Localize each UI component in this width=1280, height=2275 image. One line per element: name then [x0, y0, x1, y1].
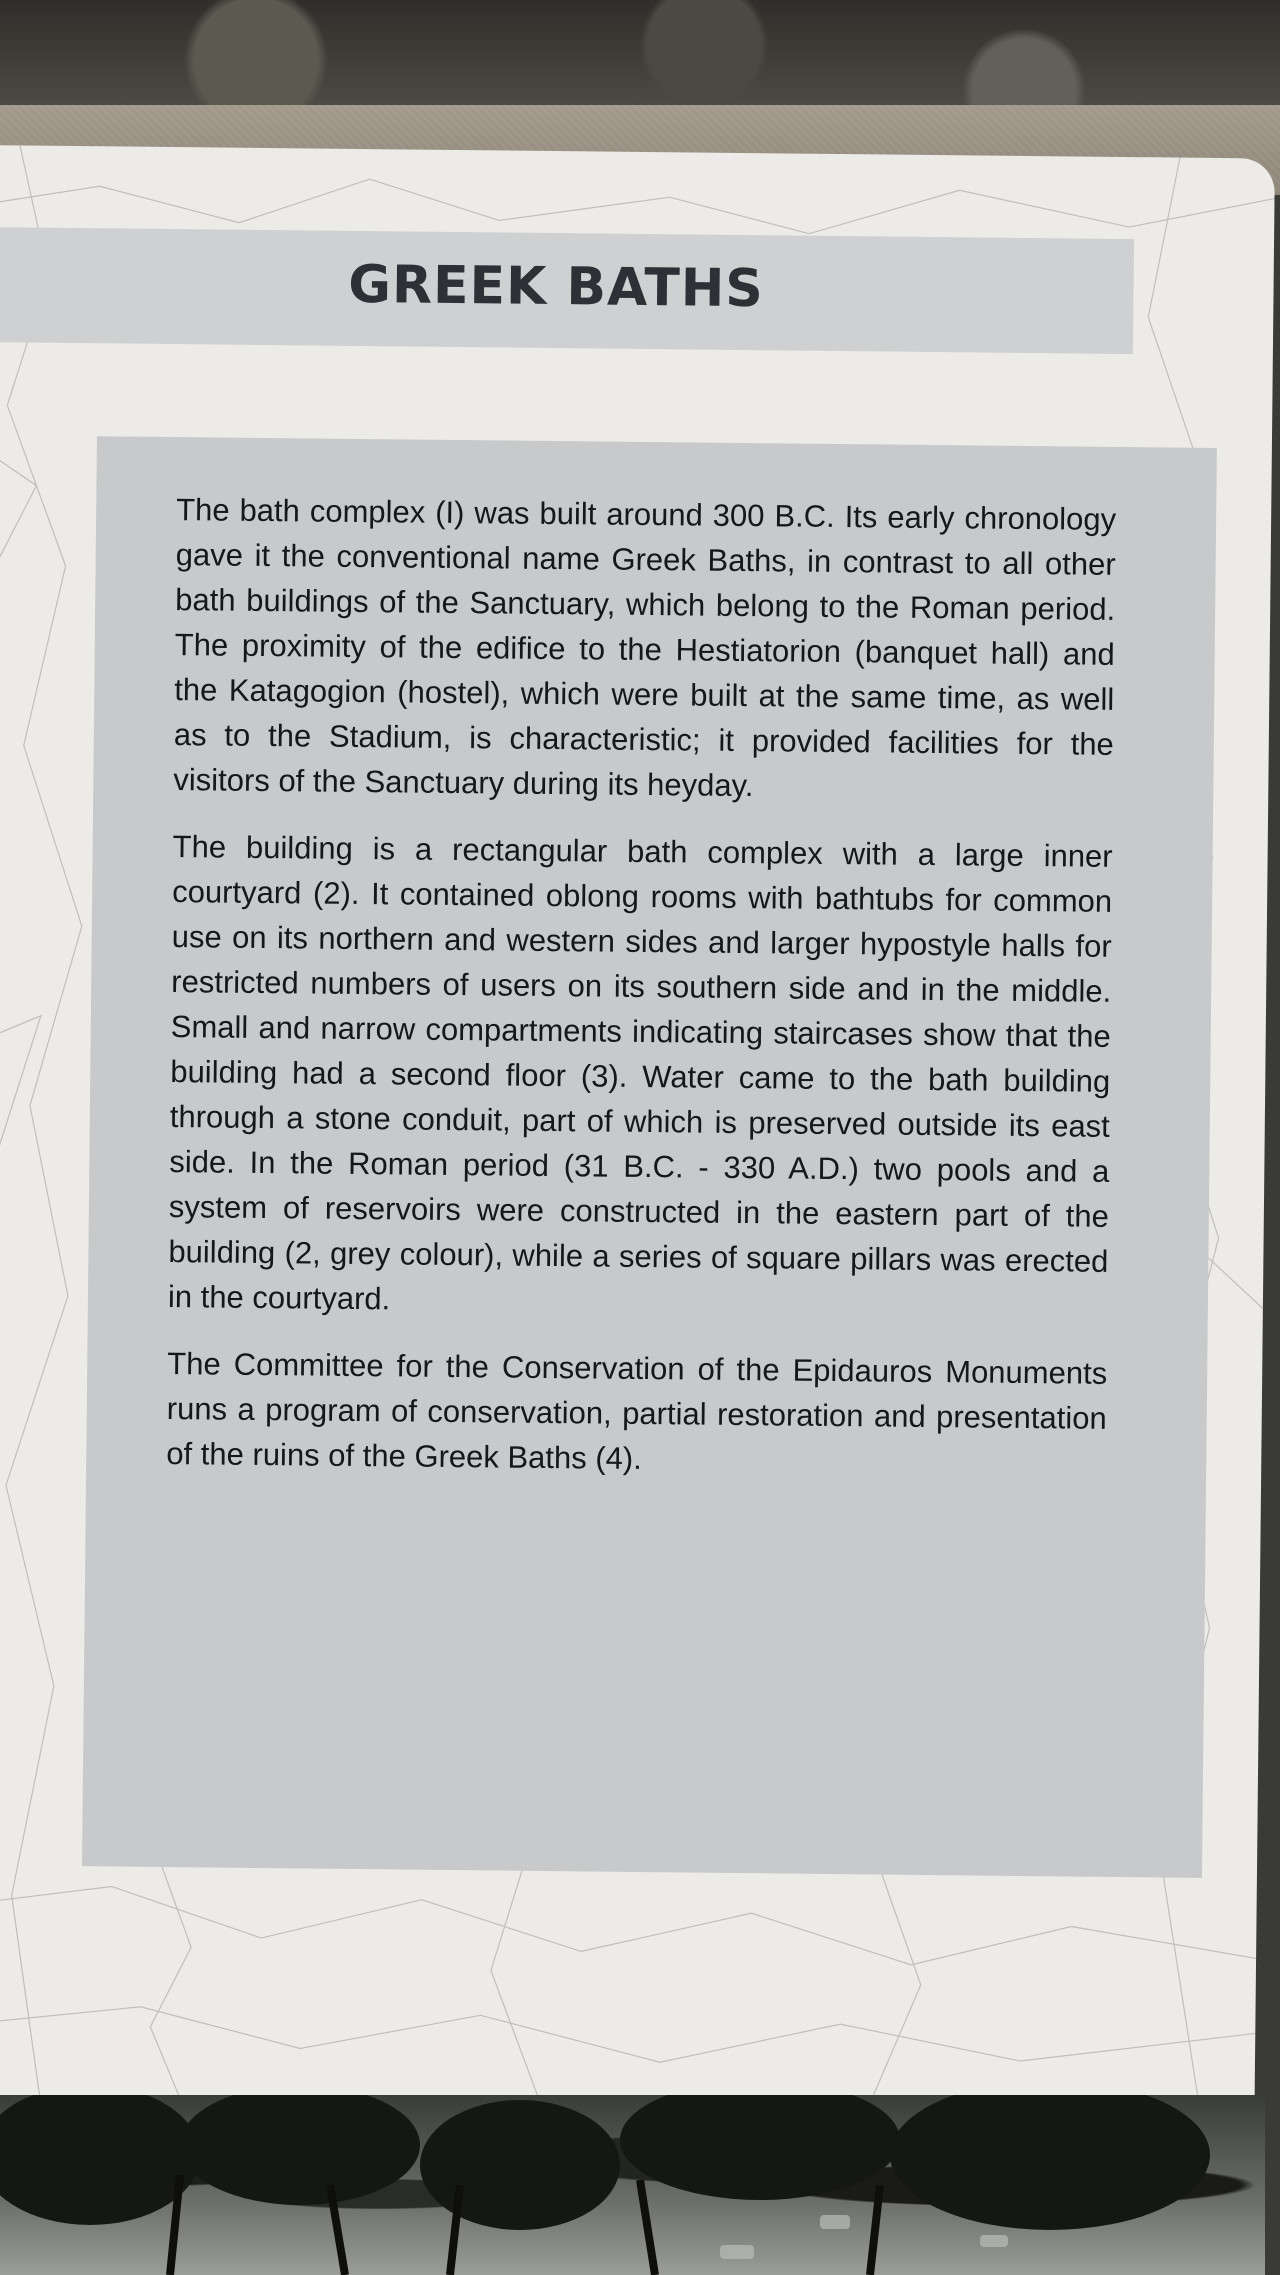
sign-title: GREEK BATHS — [348, 254, 765, 320]
trees-photo — [0, 2095, 1265, 2275]
information-plaque — [0, 145, 1275, 2108]
paragraph-building: The building is a rectangular bath complex with a large inner courtyard (2). It contained oblong rooms with bathtubs for common use on its northern and western sides and larger hypostyle halls for restricted numbers of users on its southern side and in the middle. Small and narrow compartments indicating staircases show that the building had a second floor (3). Water came to the bath building through a stone conduit, part of which is preserved outside its east side. In the Roman period (31 B.C. - 330 A.D.) two pools and a system of reservoirs were constructed in the eastern part of the building (2, grey colour), while a series of square pillars was erected in the courtyard. — [167, 829, 1113, 1317]
landscape-photo-strip — [0, 2095, 1265, 2275]
paragraph-conservation: The Committee for the Conservation of the Epidauros Monuments runs a program of conservation, partial restoration and presentation of the ruins of the Greek Baths (4). — [166, 1346, 1108, 1477]
sign-body — [166, 487, 1117, 1508]
paragraph-history: The bath complex (I) was built around 300 B.C. Its early chronology gave it the conventional name Greek Baths, in contrast to all other bath buildings of the Sanctuary, which belong to the Roman period. The proximity of the edifice to the Hestiatorion (banquet hall) and the Katagogion (hostel), which were built at the same time, as well as to the Stadium, is characteristic; it provided facilities for the visitors of the Sanctuary during its heyday. — [173, 492, 1117, 804]
